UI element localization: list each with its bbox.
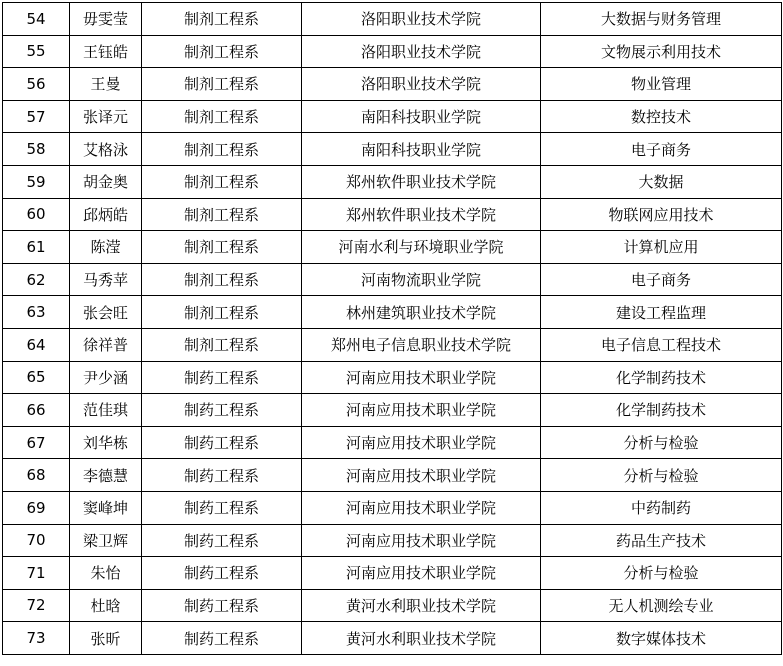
row-number-cell: 64 [3,328,70,361]
student-name-cell: 张昕 [70,622,142,655]
department-cell: 制药工程系 [142,394,302,427]
row-number-cell: 60 [3,198,70,231]
row-number-cell: 67 [3,426,70,459]
row-number-cell: 55 [3,35,70,68]
table-row [3,524,782,557]
major-cell: 建设工程监理 [541,296,782,329]
major-cell: 化学制药技术 [541,394,782,427]
student-name-cell: 李德慧 [70,459,142,492]
school-cell: 南阳科技职业学院 [302,100,541,133]
student-name-cell: 王钰皓 [70,35,142,68]
major-cell: 中药制药 [541,491,782,524]
table-row [3,165,782,198]
major-cell: 电子商务 [541,133,782,166]
row-number-cell: 66 [3,394,70,427]
table-row [3,426,782,459]
major-cell: 无人机测绘专业 [541,589,782,622]
row-number-cell: 59 [3,165,70,198]
department-cell: 制药工程系 [142,459,302,492]
department-cell: 制剂工程系 [142,165,302,198]
student-name-cell: 刘华栋 [70,426,142,459]
department-cell: 制药工程系 [142,589,302,622]
table-row [3,557,782,590]
row-number-cell: 68 [3,459,70,492]
table-row [3,35,782,68]
major-cell: 大数据 [541,165,782,198]
department-cell: 制剂工程系 [142,263,302,296]
student-name-cell: 尹少涵 [70,361,142,394]
row-number-cell: 71 [3,557,70,590]
major-cell: 电子商务 [541,263,782,296]
school-cell: 河南应用技术职业学院 [302,524,541,557]
major-cell: 文物展示利用技术 [541,35,782,68]
major-cell: 电子信息工程技术 [541,328,782,361]
table-row [3,68,782,101]
student-name-cell: 杜晗 [70,589,142,622]
school-cell: 南阳科技职业学院 [302,133,541,166]
student-name-cell: 毋雯莹 [70,3,142,36]
major-cell: 分析与检验 [541,426,782,459]
major-cell: 数控技术 [541,100,782,133]
table-row [3,231,782,264]
student-name-cell: 范佳琪 [70,394,142,427]
school-cell: 林州建筑职业技术学院 [302,296,541,329]
table-row [3,491,782,524]
row-number-cell: 62 [3,263,70,296]
major-cell: 分析与检验 [541,557,782,590]
major-cell: 数字媒体技术 [541,622,782,655]
student-name-cell: 张译元 [70,100,142,133]
department-cell: 制药工程系 [142,361,302,394]
department-cell: 制剂工程系 [142,231,302,264]
school-cell: 郑州软件职业技术学院 [302,165,541,198]
row-number-cell: 69 [3,491,70,524]
school-cell: 洛阳职业技术学院 [302,35,541,68]
table-row [3,589,782,622]
student-name-cell: 朱怡 [70,557,142,590]
school-cell: 洛阳职业技术学院 [302,68,541,101]
department-cell: 制药工程系 [142,524,302,557]
school-cell: 河南应用技术职业学院 [302,394,541,427]
row-number-cell: 57 [3,100,70,133]
school-cell: 黄河水利职业技术学院 [302,589,541,622]
school-cell: 河南物流职业学院 [302,263,541,296]
row-number-cell: 73 [3,622,70,655]
table-row [3,198,782,231]
school-cell: 河南应用技术职业学院 [302,459,541,492]
school-cell: 郑州电子信息职业技术学院 [302,328,541,361]
school-cell: 黄河水利职业技术学院 [302,622,541,655]
table-body [3,3,782,655]
student-name-cell: 陈滢 [70,231,142,264]
school-cell: 河南应用技术职业学院 [302,361,541,394]
department-cell: 制剂工程系 [142,100,302,133]
table-row [3,3,782,36]
table-row [3,328,782,361]
row-number-cell: 72 [3,589,70,622]
student-name-cell: 胡金奥 [70,165,142,198]
row-number-cell: 61 [3,231,70,264]
department-cell: 制药工程系 [142,491,302,524]
table-row [3,133,782,166]
school-cell: 郑州软件职业技术学院 [302,198,541,231]
department-cell: 制药工程系 [142,557,302,590]
major-cell: 药品生产技术 [541,524,782,557]
school-cell: 河南应用技术职业学院 [302,557,541,590]
table-row [3,100,782,133]
department-cell: 制药工程系 [142,622,302,655]
table-row [3,361,782,394]
row-number-cell: 70 [3,524,70,557]
student-name-cell: 马秀苹 [70,263,142,296]
row-number-cell: 63 [3,296,70,329]
table-row [3,622,782,655]
student-name-cell: 艾格泳 [70,133,142,166]
school-cell: 河南水利与环境职业学院 [302,231,541,264]
student-name-cell: 徐祥普 [70,328,142,361]
school-cell: 河南应用技术职业学院 [302,491,541,524]
major-cell: 化学制药技术 [541,361,782,394]
department-cell: 制剂工程系 [142,3,302,36]
department-cell: 制剂工程系 [142,133,302,166]
department-cell: 制剂工程系 [142,296,302,329]
student-name-cell: 张会旺 [70,296,142,329]
major-cell: 分析与检验 [541,459,782,492]
department-cell: 制剂工程系 [142,35,302,68]
school-cell: 河南应用技术职业学院 [302,426,541,459]
major-cell: 计算机应用 [541,231,782,264]
table-row [3,263,782,296]
major-cell: 物联网应用技术 [541,198,782,231]
student-name-cell: 邱炳皓 [70,198,142,231]
row-number-cell: 54 [3,3,70,36]
department-cell: 制剂工程系 [142,68,302,101]
table-row [3,296,782,329]
student-name-cell: 梁卫辉 [70,524,142,557]
major-cell: 物业管理 [541,68,782,101]
department-cell: 制剂工程系 [142,198,302,231]
student-name-cell: 王曼 [70,68,142,101]
row-number-cell: 58 [3,133,70,166]
student-table [2,2,782,655]
table-row [3,459,782,492]
student-name-cell: 窦峰坤 [70,491,142,524]
school-cell: 洛阳职业技术学院 [302,3,541,36]
table-row [3,394,782,427]
row-number-cell: 65 [3,361,70,394]
department-cell: 制剂工程系 [142,328,302,361]
department-cell: 制药工程系 [142,426,302,459]
row-number-cell: 56 [3,68,70,101]
major-cell: 大数据与财务管理 [541,3,782,36]
